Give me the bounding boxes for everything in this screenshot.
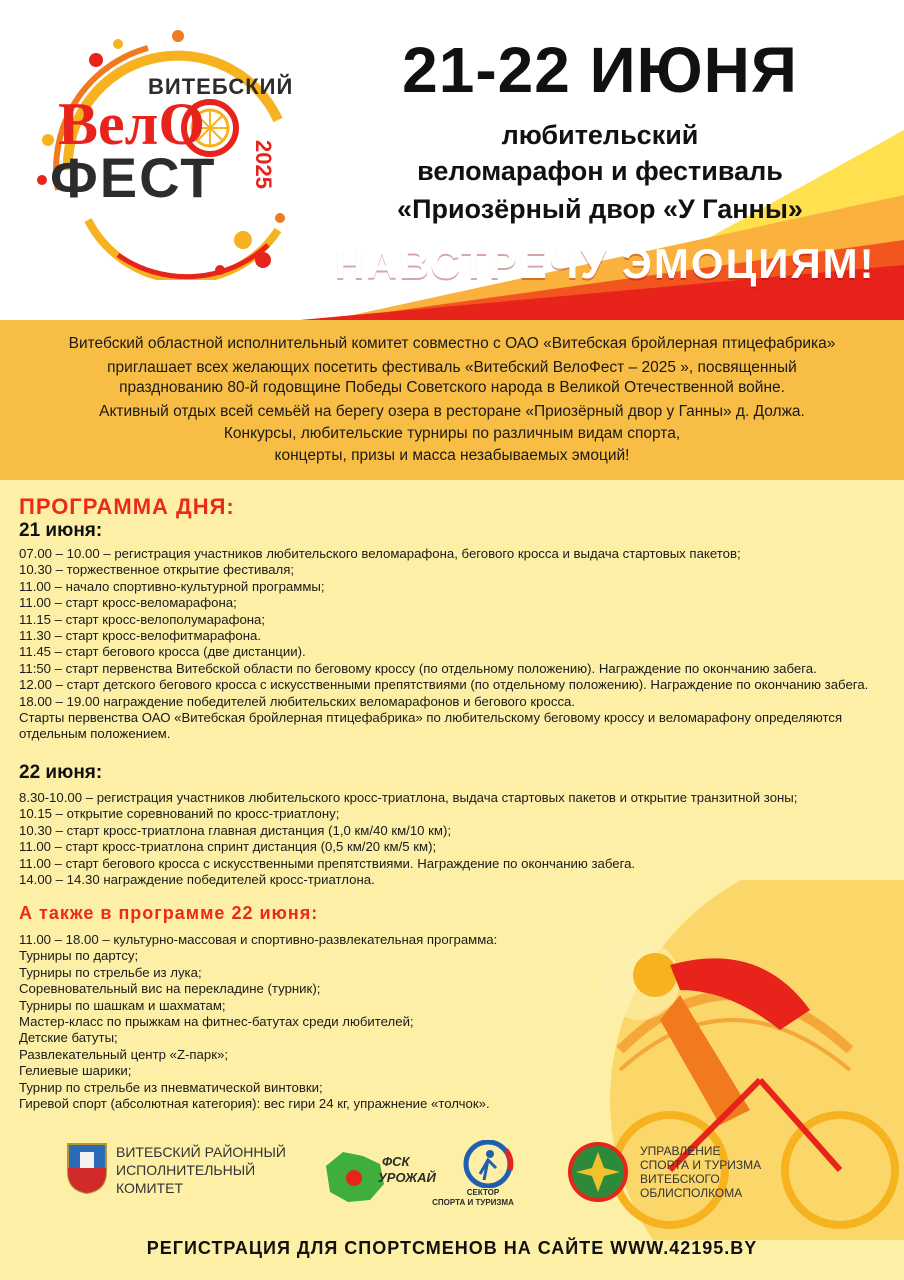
list-item: Турниры по дартсу; [19, 948, 139, 964]
logo-line-velo: ВелО [58, 91, 205, 157]
list-item: 14.00 – 14.30 награждение победителей кросс-триатлона. [19, 872, 375, 888]
partner-text: СПОРТА И ТУРИЗМА [640, 1158, 762, 1172]
list-item: Развлекательный центр «Z-парк»; [19, 1046, 228, 1062]
intro-line: приглашает всех желающих посетить фестиваль «Витебский ВелоФест – 2025 », посвященный [107, 359, 797, 376]
coat-of-arms-icon [66, 1142, 108, 1194]
extra-heading: А также в программе 22 июня: [19, 903, 319, 923]
fsk-label: ФСК [382, 1154, 410, 1169]
list-item: 11.45 – старт бегового кросса (две дистанции). [19, 644, 306, 660]
partner-text: ВИТЕБСКИЙ РАЙОННЫЙ [116, 1144, 286, 1160]
partner-text: КОМИТЕТ [116, 1180, 184, 1196]
list-item: Турниры по шашкам и шахматам; [19, 997, 226, 1013]
intro-line: концерты, призы и масса незабываемых эмоций! [274, 447, 630, 464]
list-item: 11.15 – старт кросс-велополумарафона; [19, 611, 266, 627]
header-banner [0, 0, 904, 320]
list-item: 11.00 – старт кросс-триатлона спринт дистанция (0,5 км/20 км/5 км); [19, 839, 437, 855]
velofest-logo [28, 30, 328, 280]
slogan: НАВСТРЕЧУ ЭМОЦИЯМ! [334, 240, 876, 287]
day2-list [19, 790, 797, 888]
sector-label: СПОРТА И ТУРИЗМА [432, 1198, 514, 1207]
intro-line: Витебский областной исполнительный комитет совместно с ОАО «Витебская бройлерная птицефабрика» [68, 335, 836, 352]
list-item: Мастер-класс по прыжкам на фитнес-батутах среди любителей; [19, 1014, 414, 1030]
partner-text: ВИТЕБСКОГО [640, 1172, 720, 1186]
list-item: Соревновательный вис на перекладине (турник); [19, 981, 321, 997]
logo-year: 2025 [251, 140, 276, 189]
list-item: Турнир по стрельбе из пневматической винтовки; [19, 1079, 323, 1095]
list-item: Гелиевые шарики; [19, 1063, 132, 1079]
partner-text: УПРАВЛЕНИЕ [640, 1144, 721, 1158]
logo-line-fest: ФЕСТ [50, 146, 217, 209]
list-item: Турниры по стрельбе из лука; [19, 964, 202, 980]
list-item: Детские батуты; [19, 1030, 118, 1046]
list-item: 8.30-10.00 – регистрация участников любительского кросс-триатлона, выдача стартовых пакетов и открытие транзитной зоны; [19, 790, 798, 805]
list-item: 10.30 – старт кросс-триатлона главная дистанция (1,0 км/40 км/10 км); [19, 822, 452, 838]
sport-runner-icon [456, 1140, 520, 1188]
list-item: отдельным положением. [19, 726, 171, 742]
extra-list [19, 932, 497, 1112]
sector-label: СЕКТОР [466, 1188, 500, 1197]
event-dates: 21-22 ИЮНЯ [402, 34, 798, 106]
subtitle-line-3: «Приозёрный двор «У Ганны» [397, 194, 803, 224]
logo-line-vitebsky: ВИТЕБСКИЙ [148, 74, 294, 99]
list-item: 11.00 – начало спортивно-культурной программы; [19, 578, 325, 594]
program-heading: ПРОГРАММА ДНЯ: [19, 494, 235, 519]
intro-line: Активный отдых всей семьёй на берегу озера в ресторане «Приозёрный двор у Ганны» д. Должа. [99, 403, 805, 420]
intro-line: празднованию 80-й годовщине Победы Советского народа в Великой Отечественной войне. [119, 379, 785, 396]
partner-text: ОБЛИСПОЛКОМА [640, 1186, 743, 1200]
day1-list [19, 546, 868, 743]
list-item: 11:50 – старт первенства Витебской области по беговому кроссу (по отдельному положению). Награждение по окончанию забега. [19, 660, 817, 676]
subtitle-line-2: веломарафон и фестиваль [417, 156, 783, 186]
list-item: 18.00 – 19.00 награждение победителей любительских веломарафонов и бегового кросса. [19, 693, 576, 709]
list-item: 10.15 – открытие соревнований по кросс-триатлону; [19, 806, 340, 822]
subtitle-line-1: любительский [501, 120, 699, 150]
partner-text: ИСПОЛНИТЕЛЬНЫЙ [116, 1162, 256, 1178]
registration-footer: РЕГИСТРАЦИЯ ДЛЯ СПОРТСМЕНОВ НА САЙТЕ WWW.42195.BY [146, 1238, 758, 1258]
intro-line: Конкурсы, любительские турниры по различным видам спорта, [223, 425, 681, 442]
partner-vitebsk-district [66, 1140, 296, 1200]
list-item: 10.30 – торжественное открытие фестиваля; [19, 562, 295, 578]
list-item: 11.30 – старт кросс-велофитмарафона. [19, 628, 261, 644]
list-item: Гиревой спорт (абсолютная категория): вес гири 24 кг, упражнение «толчок». [19, 1096, 490, 1112]
list-item: 07.00 – 10.00 – регистрация участников любительского веломарафона, бегового кросса и выдача стартовых пакетов; [19, 546, 741, 561]
partner-fsk-urozhay [318, 1140, 528, 1210]
list-item: Старты первенства ОАО «Витебская бройлерная птицефабрика» по любительскому беговому кроссу и веломарафону определяются [19, 710, 843, 726]
partner-sport-department [568, 1138, 788, 1208]
emblem-icon [568, 1142, 628, 1202]
day1-title: 21 июня: [19, 520, 103, 541]
list-item: 11.00 – старт кросс-веломарафона; [19, 595, 237, 611]
list-item: 12.00 – старт детского бегового кросса с искусственными препятствиями (по отдельному положению). Награждение по окончанию забега. [19, 677, 869, 693]
intro-band [0, 320, 904, 480]
urozhay-label: УРОЖАЙ [378, 1170, 436, 1185]
list-item: 11.00 – старт бегового кросса с искусственными препятствиями. Награждение по окончанию забега. [19, 855, 636, 871]
day2-title: 22 июня: [19, 762, 103, 783]
list-item: 11.00 – 18.00 – культурно-массовая и спортивно-развлекательная программа: [19, 932, 498, 947]
